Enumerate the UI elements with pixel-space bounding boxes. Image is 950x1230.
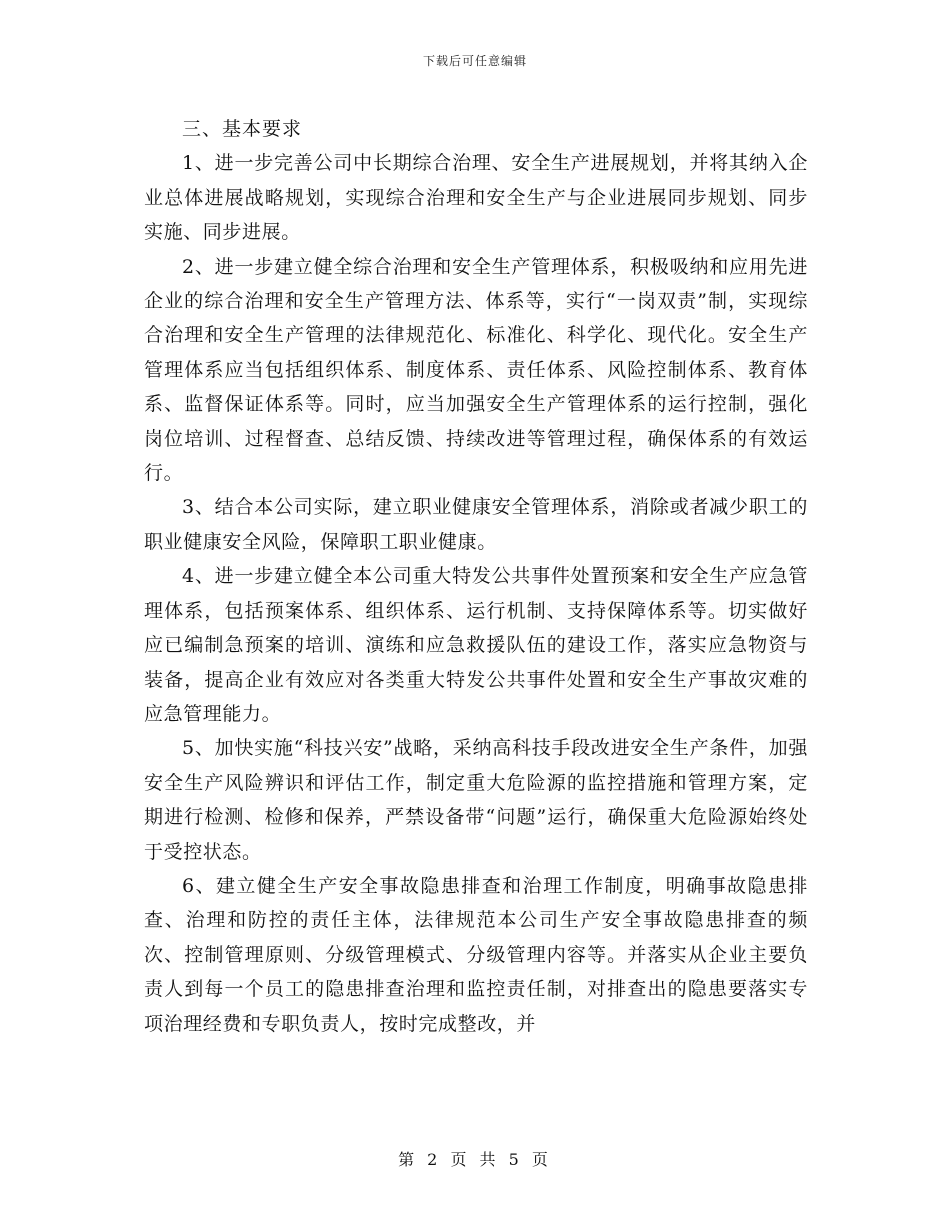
document-body [144, 112, 808, 1041]
paragraph-3: 3、结合本公司实际，建立职业健康安全管理体系，消除或者减少职工的职业健康安全风险，保障职工职业健康。 [144, 496, 808, 553]
page-number: 第 2 页 共 5 页 [398, 1150, 552, 1169]
paragraph-1: 1、进一步完善公司中长期综合治理、安全生产进展规划，并将其纳入企业总体进展战略规划，实现综合治理和安全生产与企业进展同步规划、同步实施、同步进展。 [144, 152, 808, 244]
paragraph-6: 6、建立健全生产安全事故隐患排查和治理工作制度，明确事故隐患排查、治理和防控的责任主体，法律规范本公司生产安全事故隐患排查的频次、控制管理原则、分级管理模式、分级管理内容等。并落实从企业主要负责人到每一个员工的隐患排查治理和监控责任制，对排查出的隐患要落实专项治理经费和专职负责人，按时完成整改，并 [144, 874, 808, 1035]
paragraph-2: 2、进一步建立健全综合治理和安全生产管理体系，积极吸纳和应用先进企业的综合治理和安全生产管理方法、体系等，实行“一岗双责”制，实现综合治理和安全生产管理的法律规范化、标准化、科学化、现代化。安全生产管理体系应当包括组织体系、制度体系、责任体系、风险控制体系、教育体系、监督保证体系等。同时，应当加强安全生产管理体系的运行控制，强化岗位培训、过程督查、总结反馈、持续改进等管理过程，确保体系的有效运行。 [144, 255, 808, 485]
page-header: 下载后可任意编辑 [422, 54, 527, 68]
section-title: 三、基本要求 [182, 118, 303, 140]
paragraph-4: 4、进一步建立健全本公司重大特发公共事件处置预案和安全生产应急管理体系，包括预案体系、组织体系、运行机制、支持保障体系等。切实做好应已编制急预案的培训、演练和应急救援队伍的建设工作，落实应急物资与装备，提高企业有效应对各类重大特发公共事件处置和安全生产事故灾难的应急管理能力。 [144, 565, 808, 725]
paragraph-5: 5、加快实施“科技兴安”战略，采纳高科技手段改进安全生产条件，加强安全生产风险辨识和评估工作，制定重大危险源的监控措施和管理方案，定期进行检测、检修和保养，严禁设备带“问题”运行，确保重大危险源始终处于受控状态。 [144, 737, 808, 863]
